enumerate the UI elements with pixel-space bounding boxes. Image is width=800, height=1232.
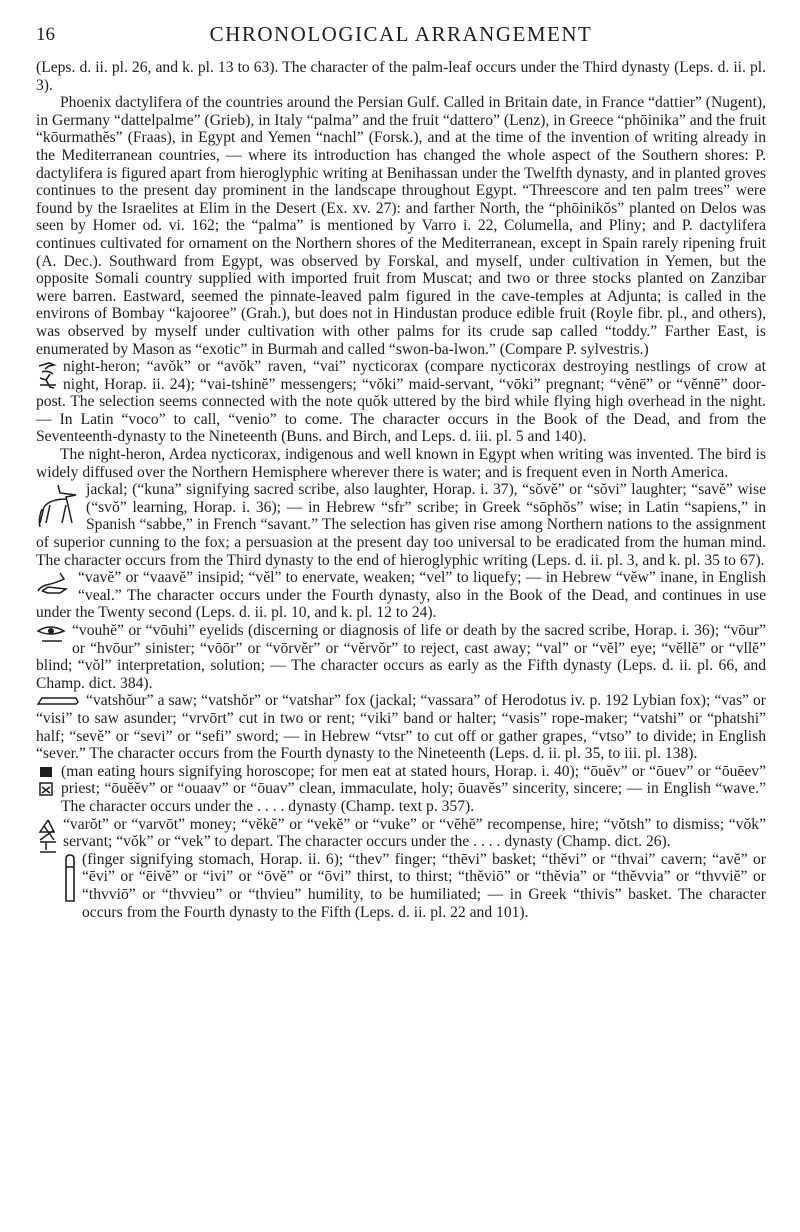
paragraph-palm-leaf-end: (Leps. d. ii. pl. 26, and k. pl. 13 to 63). The character of the palm-leaf occurs under the Third dynasty (Leps. d. ii. pl. 3). bbox=[36, 59, 766, 94]
paragraph-money bbox=[36, 816, 766, 851]
jackal-glyph-icon bbox=[36, 483, 80, 529]
priest-text: (man eating hours signifying horoscope; for men eat at stated hours, Horap. i. 40); “ōuĕv” or “ōuev” or “ōuēev” priest; “ōuĕĕv” or “ouaav” or “ōuav” clean, immaculate, holy; ōuavĕs” sincerity, sincere; — in English “wave.” The character occurs under the . . . . dynasty (Champ. text p. 357). bbox=[61, 762, 766, 815]
paragraph-saw bbox=[36, 692, 766, 762]
jackal-text: jackal; (“kuna” signifying sacred scribe, also laughter, Horap. i. 37), “sŏvĕ” or “sŏvi” laughter; “savĕ” wise (“svŏ” learning, Horap. i. 36); — in Hebrew “sfr” scribe; in Greek “sōphŏs” wise; in Latin “sapiens,” in Spanish “sabbe,” in French “savant.” The selection has given rise among Northern nations to the assignment of superior cunning to the fox; a persuasion at the present day too universal to be eradicated from the human mind. The character occurs from the Third dynasty to the end of hieroglyphic writing (Leps. d. ii. pl. 3, and k. pl. 35 to 67). bbox=[36, 481, 766, 569]
page-body bbox=[36, 59, 766, 921]
paragraph-jackal bbox=[36, 481, 766, 569]
night-heron-glyph-icon bbox=[36, 360, 58, 390]
money-text: “varŏt” or “varvōt” money; “vĕkĕ” or “vekĕ” or “vuke” or “vĕhĕ” recompense, hire; “vŏtsh” to dismiss; “vŏk” servant; “vŏk” or “vek” to depart. The character occurs under the . . . . dynasty (Champ. dict. 26). bbox=[63, 815, 766, 851]
finger-text: (finger signifying stomach, Horap. ii. 6); “thev” finger; “thēvi” basket; “thĕvi” or “thvai” cavern; “avĕ” or “ēvi” or “ēivĕ” or “ivi” or “ōvĕ” or “ōvi” thirst, to thirst; “thĕviō” or “thĕvia” or “thĕvvia” or “thvviĕ” or “thvviō” or “thvvieu” or “thvieu” humility, to be humiliated; — in Greek “thivis” basket. The character occurs from the Fourth dynasty to the Fifth (Leps. d. ii. pl. 22 and 101). bbox=[82, 850, 766, 921]
saw-glyph-icon bbox=[36, 694, 80, 708]
paragraph-finger bbox=[36, 851, 766, 921]
paragraph-phoenix: Phoenix dactylifera of the countries around the Persian Gulf. Called in Britain date, in France “dattier” (Nugent), in Germany “dattelpalme” (Grieb), in Italy “palma” and the fruit “dattero” (Lenz), in Greece “phōinika” and the fruit “kōurmathĕs” (Fraas), in Egypt and Yemen “nachl” (Forsk.), and at the time of the invention of writing already in the Mediterranean countries, — where its introduction has changed the whole aspect of the Southern shores: P. dactylifera is figured apart from hieroglyphic writing at Benihassan under the Twelfth dynasty, and in planted groves continues to the present day prominent in the landscape throughout Egypt. “Threescore and ten palm trees” were found by the Israelites at Elim in the Desert (Ex. xv. 27): and farther North, the “phōinikŏs” planted on Delos was seen by Homer od. vi. 162; the “palma” is mentioned by Varro i. 22, Columella, and Pliny; and P. dactylifera continues cultivated for ornament on the Northern shores of the Mediterranean, except in Spain rarely ripening fruit (A. Dec.). Southward from Egypt, was observed by Forskal, and myself, under cultivation in Yemen, but the opposite Somali country supplied with imported fruit from Muscat; and two or three stocks planted on Zanzibar were barren. Eastward, seemed the pinnate-leaved palm figured in the cave-temples at Adjunta; is called in the environs of Bombay “kajooree” (Grah.), but does not in Hindustan produce edible fruit (Royle fibr. pl., and others), was observed by myself under cultivation with other palms for its crude sap called “toddy.” Farther East, is enumerated by Mason as “exotic” in Burmah and called “swon-ba-lwon.” (Compare P. sylvestris.) bbox=[36, 94, 766, 358]
paragraph-night-heron bbox=[36, 358, 766, 446]
paragraph-priest bbox=[36, 763, 766, 816]
priest-glyph-icon bbox=[36, 765, 56, 799]
calf-glyph-icon bbox=[36, 571, 72, 599]
running-head: CHRONOLOGICAL ARRANGEMENT bbox=[209, 22, 593, 46]
finger-glyph-icon bbox=[63, 853, 77, 905]
night-heron-text: night-heron; “avŏk” or “avŏk” raven, “vai” nycticorax (compare nycticorax destroying nestlings of crow at night, Horap. ii. 24); “vai-tshinĕ” messengers; “vŏki” maid-servant, “vōki” pregnant; “vĕnē” or “vĕnnē” door-post. The selection seems connected with the note quŏk uttered by the bird while flying high overhead in the night. — In Latin “voco” to call, “venio” to come. The character occurs in the Book of the Dead, and from the Seventeenth-dynasty to the Nineteenth (Buns. and Birch, and Leps. d. iii. pl. 5 and 140). bbox=[36, 358, 766, 446]
money-glyph-icon bbox=[36, 818, 58, 854]
eye-text: “vouhĕ” or “vōuhi” eyelids (discerning or diagnosis of life or death by the sacred scribe, Horap. i. 36); “vōur” or “hvōur” sinister; “vōōr” or “vōrvĕr” or “vĕrvŏr” to reject, cast away; “val” or “vĕl” eye; “vĕllĕ” or “vllĕ” blind; “vŏl” interpretation, solution; — The character occurs as early as the Fifth dynasty (Leps. d. ii. pl. 66, and Champ. dict. 384). bbox=[36, 622, 766, 692]
paragraph-ardea: The night-heron, Ardea nycticorax, indigenous and well known in Egypt when writing was invented. The bird is widely diffused over the Northern Hemisphere wherever there is water; and is frequent even in North America. bbox=[36, 446, 766, 481]
page-header bbox=[36, 18, 766, 48]
saw-text: “vatshŏur” a saw; “vatshŏr” or “vatshar” fox (jackal; “vassara” of Herodotus iv. p. 192 Lybian fox); “vas” or “visi” to saw asunder; “vrvōrt” cut in two or rent; “viki” band or halter; “vasis” rope-maker; “vatshi” or “phatshi” half; “sevĕ” or “sevi” or “sefi” sword; — in Hebrew “vtsr” to cut off or gather grapes, “vtso” to divide; in English “sever.” The character occurs from the Fourth dynasty to the Nineteenth (Leps. d. ii. pl. 35, to iii. pl. 138). bbox=[36, 692, 766, 763]
eye-glyph-icon bbox=[36, 624, 66, 646]
paragraph-calf bbox=[36, 569, 766, 622]
calf-text: “vavĕ” or “vaavĕ” insipid; “vĕl” to enervate, weaken; “vel” to liquefy; — in Hebrew “vĕw” inane, in English “veal.” The character occurs under the Fourth dynasty, also in the Book of the Dead, and continues in use under the Twenty second (Leps. d. ii. pl. 10, and k. pl. 12 to 24). bbox=[36, 569, 766, 622]
page-number: 16 bbox=[36, 24, 55, 45]
paragraph-eye bbox=[36, 622, 766, 692]
